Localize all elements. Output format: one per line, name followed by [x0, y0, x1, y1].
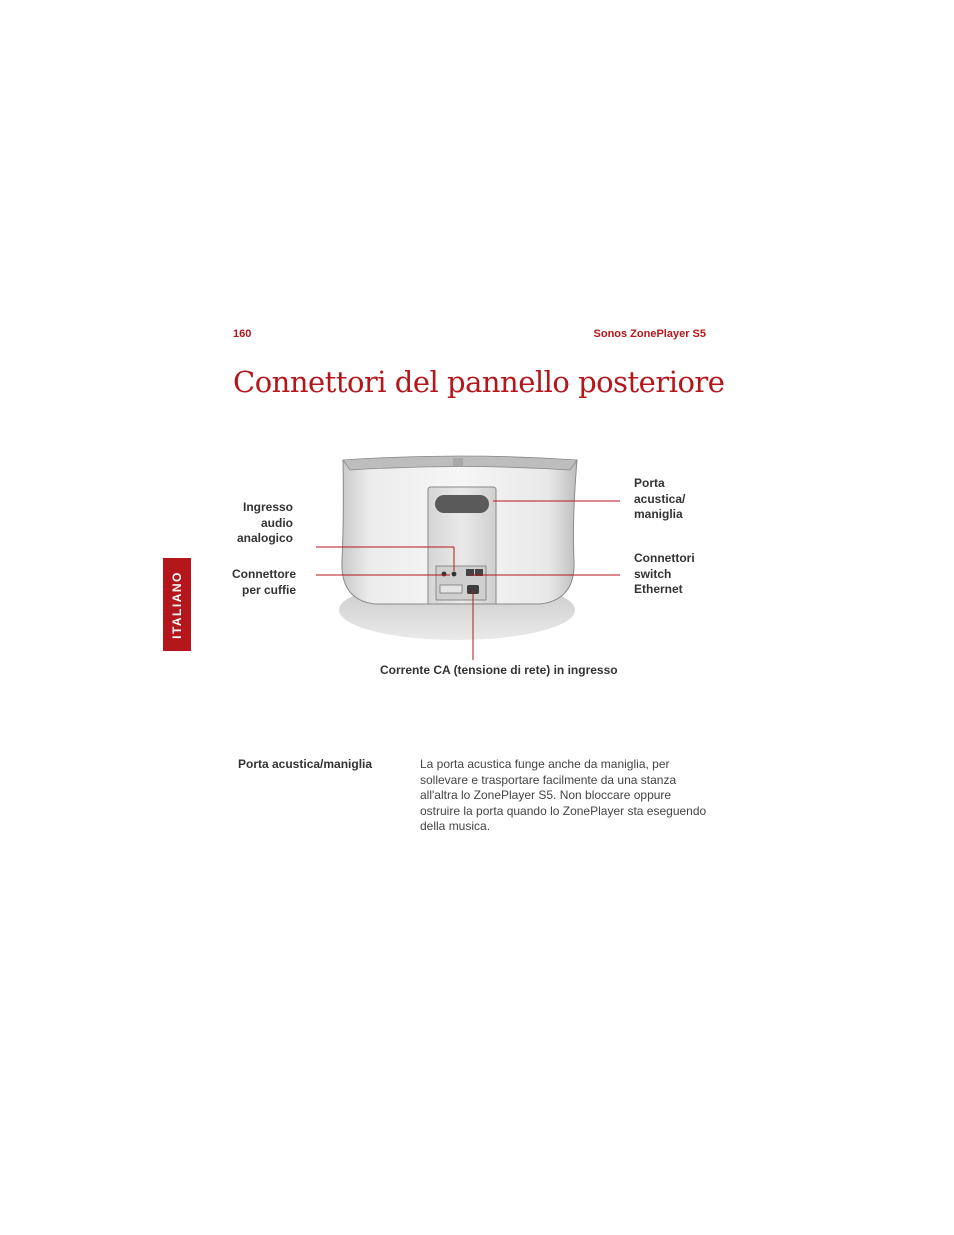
port-handle-opening: [435, 495, 489, 513]
page-title: Connettori del pannello posteriore: [233, 365, 725, 399]
description-text: La porta acustica funge anche da maniglia, per sollevare e trasportare facilmente da una stanza all'altra lo ZonePlayer S5. Non bloccare oppure ostruire la porta quando lo ZonePlayer sta eseguendo della musica.: [420, 757, 707, 833]
analog-in-jack: [442, 572, 447, 577]
callout-port-handle: Porta acustica/ maniglia: [634, 476, 686, 521]
product-label: [440, 585, 462, 593]
callout-ethernet: Connettori switch Ethernet: [634, 551, 695, 596]
document-title: Sonos ZonePlayer S5: [593, 328, 706, 340]
callout-analog-in: Ingresso audio analogico: [236, 500, 293, 545]
description-term: Porta acustica/maniglia: [238, 757, 373, 771]
speaker-rear-illustration: [180, 440, 630, 670]
page-number: 160: [233, 328, 252, 340]
callout-ac-power: Corrente CA (tensione di rete) in ingresso: [380, 663, 618, 677]
language-tab-label: ITALIANO: [170, 570, 184, 639]
callout-headphones: Connettore per cuffie: [232, 567, 296, 597]
headphone-jack: [452, 572, 457, 577]
